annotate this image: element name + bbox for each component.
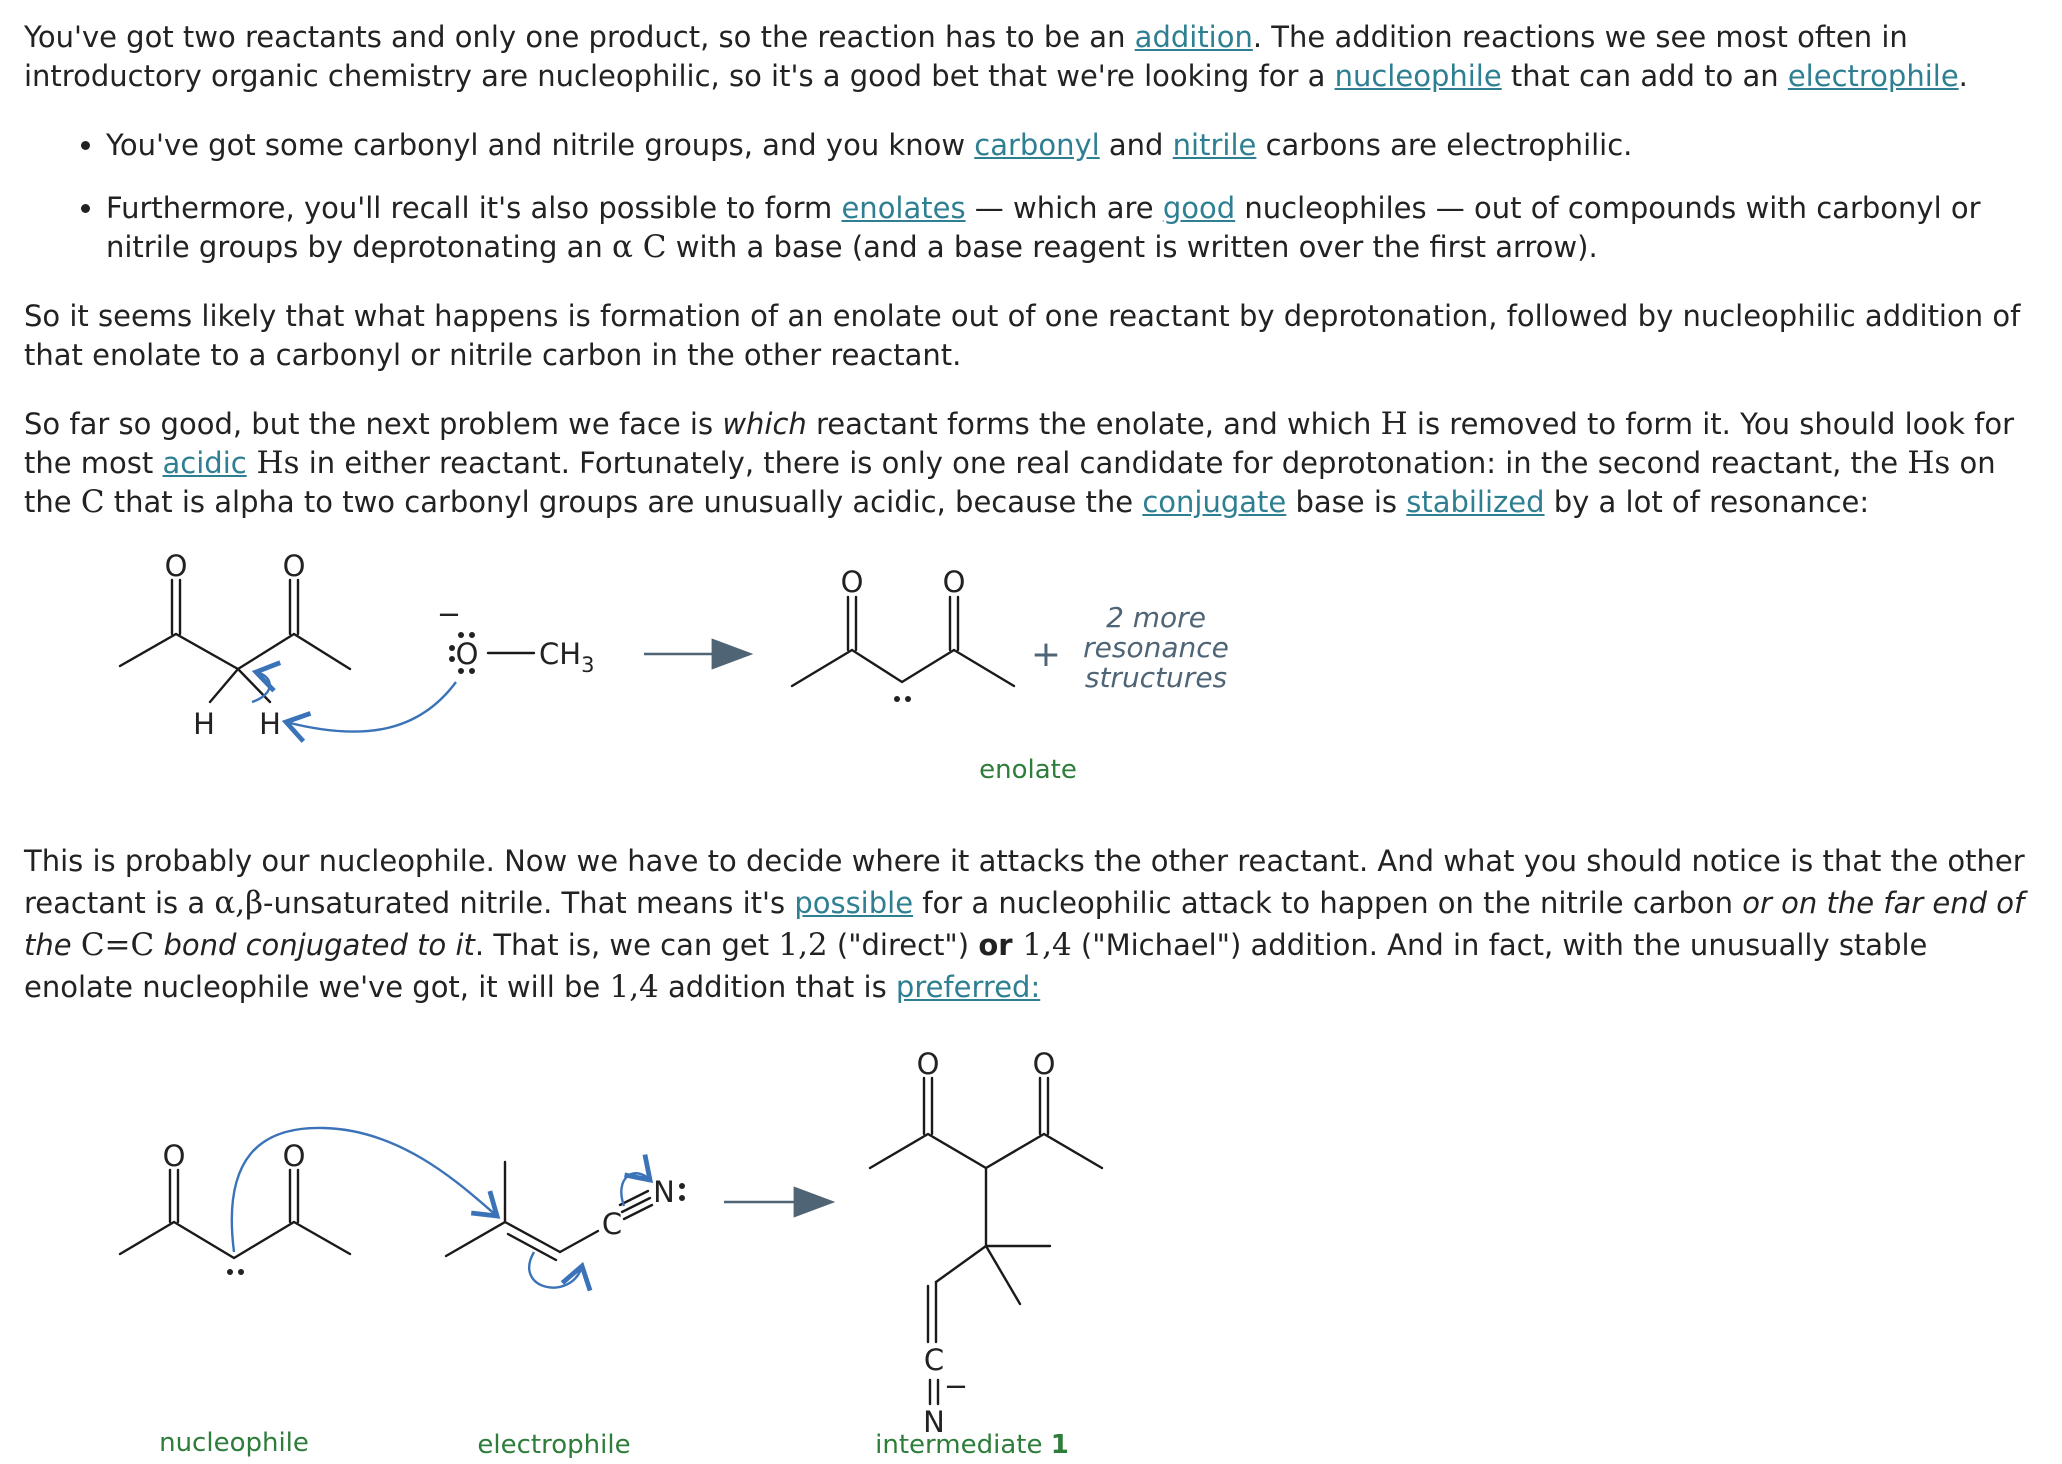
electrophile-molecule [446, 1162, 685, 1288]
link-acidic[interactable]: acidic [162, 446, 247, 480]
nuc-o-right: O [282, 1139, 306, 1173]
link-possible[interactable]: possible [794, 886, 914, 920]
link-electrophile[interactable]: electrophile [1787, 59, 1959, 93]
nitrile-carbon: C [601, 1207, 623, 1241]
link-good[interactable]: good [1162, 191, 1236, 225]
michael-addition-scheme [24, 1038, 1324, 1458]
nitrile-nitrogen: N [653, 1175, 675, 1209]
link-conjugate[interactable]: conjugate [1142, 485, 1287, 519]
link-nucleophile[interactable]: nucleophile [1334, 59, 1502, 93]
paragraph-enolate-formation: So it seems likely that what happens is formation of an enolate out of one reactant by deprotonation, followed by nucleophilic addition of that enolate to a carbonyl or nitrile carbon in the other reactant. [24, 299, 2021, 372]
nuc-o-left: O [162, 1139, 186, 1173]
atom-o-left: O [164, 552, 188, 583]
methyl-group: $CH_3$ [539, 637, 595, 677]
enolate-o-left: O [840, 565, 864, 599]
bullet-enolates: • Furthermore, you'll recall it's also possible to form enolates — which are good nucleophiles — out of compounds with carbonyl or nitrile groups by deprotonating an α C with a base (and a base reagent is written over the first arrow). [106, 189, 2044, 267]
deprotonation-scheme [24, 552, 1324, 822]
curved-arrow-attack-h [286, 682, 456, 732]
curved-arrow-michael-attack [232, 1128, 497, 1252]
enolate-caption: enolate [979, 755, 1077, 785]
methoxide-oxygen: O [455, 637, 479, 671]
paragraph-michael-addition: This is probably our nucleophile. Now we have to decide where it attacks the other reactant. And what you should notice is that the other reactant is a α,β-unsaturated nitrile. That means it's possible for a nucleophilic attack to happen on the nitrile carbon or on the far end of the C=C bond conjugated to it. That is, we can get 1,2 ("direct") or 1,4 ("Michael") addition. And in fact, with the unusually stable enolate nucleophile we've got, it will be 1,4 addition that is preferred: [24, 844, 2025, 1005]
methoxide-base [286, 597, 594, 732]
int-minus-charge: − [943, 1369, 969, 1403]
more-structures-line2: resonance [1083, 631, 1229, 664]
link-nitrile[interactable]: nitrile [1172, 128, 1257, 162]
article [24, 18, 2044, 1458]
int-o-left: O [916, 1047, 940, 1081]
enolate-molecule [792, 565, 1014, 702]
int-nitrile-carbon: C [923, 1343, 945, 1377]
minus-charge: − [436, 597, 462, 631]
intermediate-molecule [870, 1047, 1102, 1439]
pentanedione-molecule [120, 552, 350, 741]
paragraph-intro: You've got two reactants and only one product, so the reaction has to be an addition. The addition reactions we see most often in introductory organic chemistry are nucleophilic, so it's a good bet that we're looking for a nucleophile that can add to an electrophile. [24, 20, 1968, 93]
intermediate-caption: intermediate 1 [875, 1430, 1069, 1458]
int-o-right: O [1032, 1047, 1056, 1081]
paragraph-acidic-h: So far so good, but the next problem we face is which reactant forms the enolate, and which H is removed to form it. You should look for the most acidic Hs in either reactant. Fortunately, there is only one real candidate for deprotonation: in the second reactant, the Hs on the C that is alpha to two carbonyl groups are unusually acidic, because the conjugate base is stabilized by a lot of resonance: [24, 406, 2014, 520]
bullet-electrophilic-carbons: • You've got some carbonyl and nitrile groups, and you know carbonyl and nitrile carbons are electrophilic. [106, 126, 2044, 165]
atom-h-right: H [259, 707, 281, 741]
atom-h-left: H [193, 707, 215, 741]
link-enolates[interactable]: enolates [841, 191, 966, 225]
nucleophile-caption: nucleophile [159, 1428, 309, 1458]
link-addition[interactable]: addition [1134, 20, 1253, 54]
atom-o-right: O [282, 552, 306, 583]
link-carbonyl[interactable]: carbonyl [974, 128, 1100, 162]
enolate-o-right: O [942, 565, 966, 599]
more-structures-line3: structures [1084, 661, 1228, 694]
link-stabilized[interactable]: stabilized [1406, 485, 1545, 519]
bullet-list [24, 126, 2044, 267]
nucleophile-molecule [120, 1128, 497, 1275]
link-preferred[interactable]: preferred: [895, 970, 1041, 1004]
plus-sign: + [1030, 634, 1062, 675]
int-nitrile-nitrogen: N [923, 1405, 945, 1439]
curved-arrow-pi-bond [529, 1252, 582, 1288]
electrophile-caption: electrophile [477, 1430, 631, 1458]
math-alpha-c: α C [612, 229, 667, 265]
more-structures-line1: 2 more [1106, 601, 1206, 634]
